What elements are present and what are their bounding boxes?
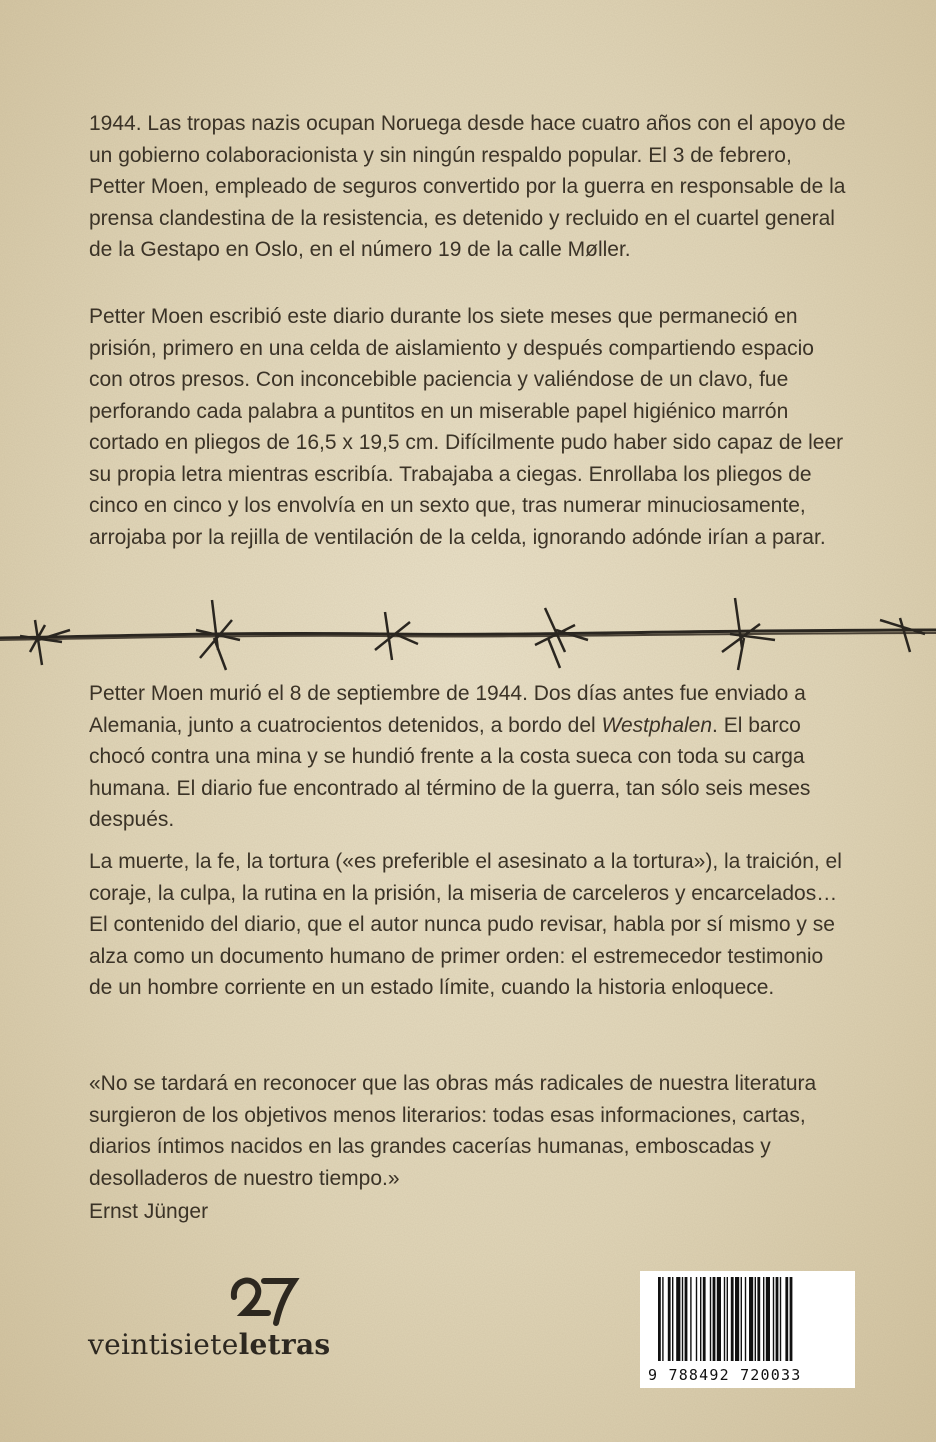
barcode-bar — [745, 1277, 746, 1361]
publisher-name — [88, 1328, 330, 1361]
barbed-wire-illustration — [0, 590, 936, 685]
diary-text: Petter Moen escribió este diario durante los siete meses que permaneció en prisión, primero en una celda de aislamiento y después compartiendo espacio con otros presos. Con inconcebible paciencia y valiéndose de un clavo, fue perforando cada palabra a puntitos en un miserable papel higiénico marrón cortado en pliegos de 16,5 x 19,5 cm. Difícilmente pudo haber sido capaz de leer su propia letra mientras escribía. Trabajaba a ciegas. Enrollaba los pliegos de cinco en cinco y los envolvía en un sexto que, tras numerar minuciosamente, arrojaba por la rejilla de ventilación de la celda, ignorando adónde irían a parar. — [89, 305, 844, 549]
barcode-bar — [682, 1277, 683, 1361]
isbn-number: 9 788492 720033 — [648, 1366, 802, 1384]
barcode-bar — [672, 1277, 673, 1361]
barcode-bar — [766, 1277, 770, 1361]
ship-name: Westphalen — [601, 713, 713, 737]
publisher-name-bold: letras — [238, 1328, 331, 1361]
barcode-bar — [755, 1277, 756, 1361]
isbn-barcode — [640, 1271, 855, 1388]
barcode-bar — [735, 1277, 739, 1361]
death-text — [89, 678, 849, 836]
barcode-bars — [658, 1277, 838, 1361]
barcode-bar — [703, 1277, 706, 1361]
barcode-bar — [727, 1277, 728, 1361]
barcode-bar — [700, 1277, 701, 1361]
quote-author — [89, 1196, 849, 1228]
barcode-bar — [776, 1277, 779, 1361]
quote-paragraph — [89, 1068, 849, 1194]
barcode-bar — [658, 1277, 661, 1361]
barcode-bar — [763, 1277, 764, 1361]
barcode-bar — [717, 1277, 721, 1361]
themes-text: La muerte, la fe, la tortura («es preferible el asesinato a la tortura»), la traición, el coraje, la culpa, la rutina en la prisión, la miseria de carceleros y encarcelados… El contenido del diario, que el autor nunca pudo revisar, habla por sí mismo y se alza como un documento humano de primer orden: el estremecedor testimonio de un hombre corriente en un estado límite, cuando la historia enloquece. — [89, 850, 842, 999]
barcode-bar — [780, 1277, 781, 1361]
quote-author-text: Ernst Jünger — [89, 1200, 209, 1223]
barcode-bar — [676, 1277, 680, 1361]
barcode-bar — [731, 1277, 734, 1361]
quote-text: «No se tardará en reconocer que las obras más radicales de nuestra literatura surgieron de los objetivos menos literarios: todas esas informaciones, cartas, diarios íntimos nacidos en las grandes cacerías humanas, emboscadas y desolladeros de nuestro tiempo.» — [89, 1072, 817, 1190]
barcode-bar — [713, 1277, 716, 1361]
death-paragraph — [89, 678, 849, 836]
themes-paragraph — [89, 846, 849, 1004]
death-text-part1: Petter Moen murió el 8 de septiembre de 1944. Dos días antes fue enviado a Alemania, junto a cuatrocientos detenidos, a bordo del — [89, 682, 806, 737]
numeral-27-icon — [228, 1267, 308, 1327]
barcode-bar — [690, 1277, 691, 1361]
diary-paragraph — [89, 301, 849, 553]
barcode-bar — [662, 1277, 663, 1361]
publisher-name-light: veintisiete — [88, 1328, 239, 1361]
barcode-bar — [696, 1277, 697, 1361]
barcode-bar — [685, 1277, 688, 1361]
barcode-bar — [668, 1277, 671, 1361]
barcode-bar — [757, 1277, 760, 1361]
publisher-logo — [88, 1267, 388, 1377]
barcode-bar — [710, 1277, 711, 1361]
barcode-bar — [790, 1277, 793, 1361]
death-text-part2: . El barco chocó contra una mina y se hundió frente a la costa sueca con toda su carga humana. El diario fue encontrado al término de la guerra, tan sólo seis meses después. — [89, 713, 811, 831]
barcode-bar — [749, 1277, 753, 1361]
intro-paragraph — [89, 108, 849, 266]
barcode-bar — [773, 1277, 774, 1361]
barcode-bar — [724, 1277, 725, 1361]
barcode-bar — [741, 1277, 742, 1361]
intro-text: 1944. Las tropas nazis ocupan Noruega desde hace cuatro años con el apoyo de un gobierno colaboracionista y sin ningún respaldo popular. El 3 de febrero, Petter Moen, empleado de seguros convertido por la guerra en responsable de la prensa clandestina de la resistencia, es detenido y recluido en el cuartel general de la Gestapo en Oslo, en el número 19 de la calle Møller. — [89, 112, 846, 261]
barcode-bar — [785, 1277, 788, 1361]
